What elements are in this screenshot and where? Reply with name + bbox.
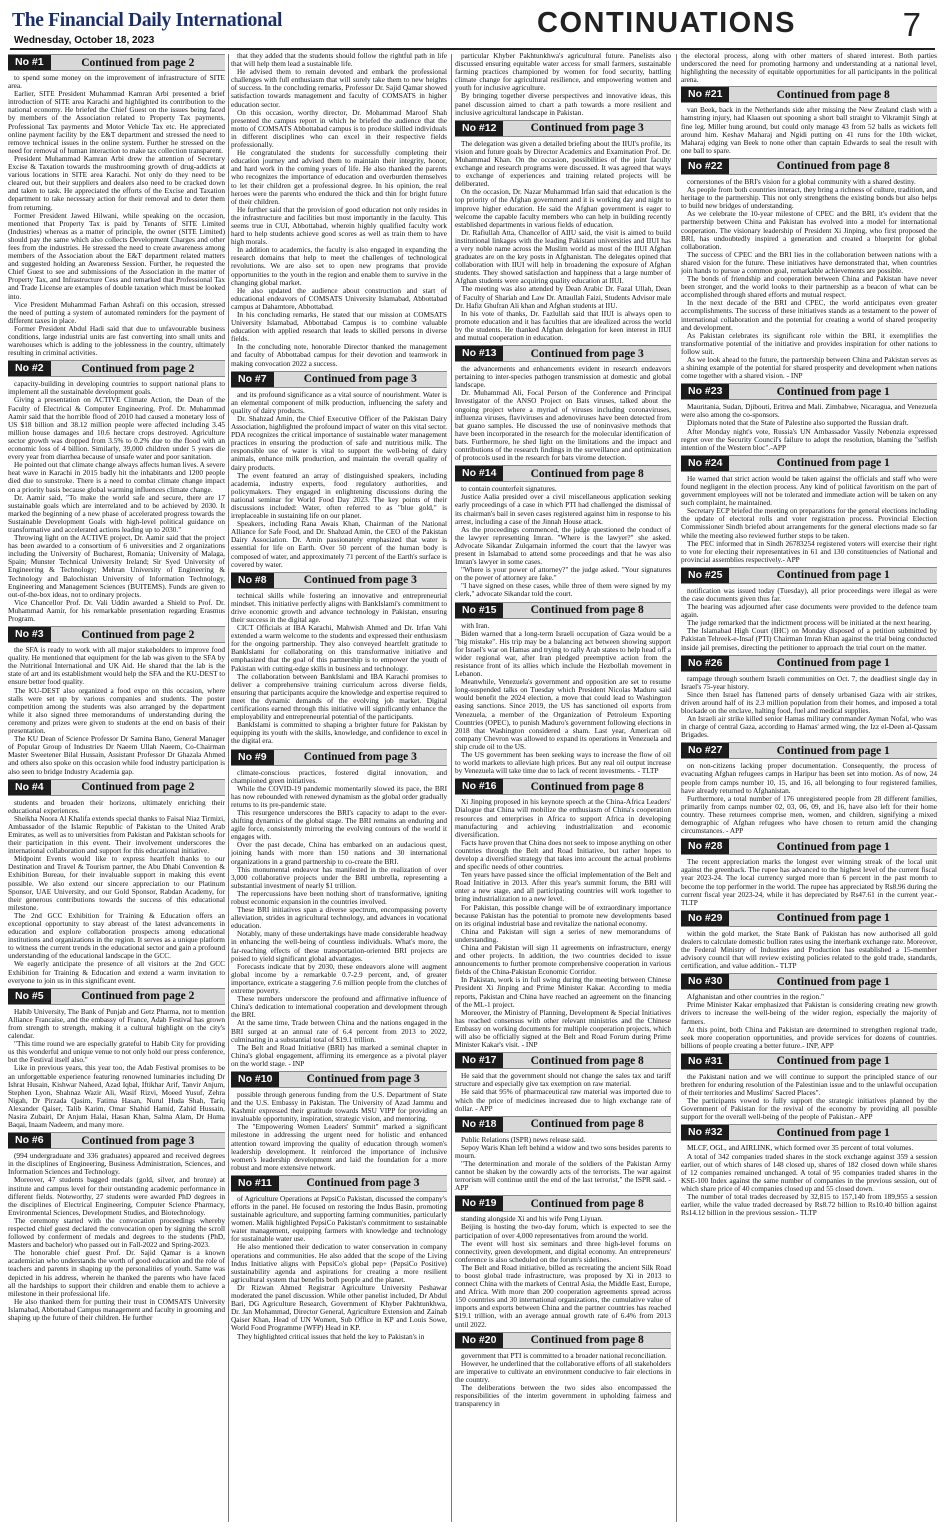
story-header (681, 910, 937, 927)
column-4 (681, 52, 937, 1524)
story-paragraph: He advised them to remain devoted and embark the professional challenges with full enthusiasm that will surely take them to new heights of success. In the concluding remarks, Professor Dr. Sajid Qamar showed satisfaction towards management and faculty of COMSATS in higher education sector. (231, 67, 447, 109)
story-paragraph: The 2nd GCC Exhibition for Training & Education offers an exceptional opportunity to stay abreast of the latest advancements in education and explore collaboration prospects among educational institutions and organizations in the region. It serves as a unique platform to witness the current trends in the educational sector and gain a profound understanding of the educational landscape in the GCC. (8, 910, 225, 961)
continued-from-label: Continued from page 8 (530, 780, 644, 793)
story-paragraph: President Muhammad Kamran Arbi drew the attention of Secretary Excise & Taxation towards the mushrooming growth of drug-addicts at various locations in SITE area Karachi. Not only do they need to be cleared out, but their suppliers and dealers also need to be cracked down and taken to task. He appreciated the efforts of the Excise and Taxation department to take necessary action for their removal and to deter them from returning. (8, 153, 225, 212)
column-divider (228, 54, 229, 1522)
story-block (231, 1071, 447, 1172)
story-header (681, 86, 937, 103)
story-paragraph: government that PTI is committed to a broader national reconciliation. (461, 1350, 667, 1360)
story-header (681, 1053, 937, 1070)
continued-from-label: Continued from page 8 (530, 467, 644, 480)
story-number-badge: No #1 (8, 55, 51, 70)
story-header (681, 973, 937, 990)
story-paragraph: He warned that strict action would be taken against the officials and staff who were found negligent in the election process. Any kind of political favoritism on the part of government employees will not be tolerated and immediate action will be taken on any such complaint, he maintained. (681, 473, 937, 508)
story-paragraph: The repercussions have been nothing short of transformative, igniting robust economic expansion in the countries involved. (231, 888, 447, 906)
story-paragraph: Habib University, The Bank of Punjab and Getz Pharma, not to mention Alliance Francaise, and the embassy of France, Adab Festival has grown from strength to strength, making it a cultural highlight on the city's calendar. (8, 1006, 225, 1041)
story-block (231, 572, 447, 746)
story-paragraph: possible through generous funding from the U.S. Department of State and the U.S. Embassy in Pakistan. The University of Azad Jammu and Kashmir expressed their gratitude towards MSU VIPP for providing an invaluable opportunity, inspiration, strategic vision, and mentoring. (231, 1089, 447, 1124)
story-number-badge: No #26 (681, 656, 729, 671)
masthead (10, 4, 935, 50)
story-block (455, 1195, 671, 1328)
story-paragraph: The US government has been seeking ways to increase the flow of oil to world markets to alleviate high prices. But any real oil output increase by Venezuela will take time due to lack of recent investments. - TLTP (455, 750, 671, 776)
story-number-badge: No #16 (455, 779, 503, 794)
story-paragraph: cornerstones of the BRI's vision for a global community with a shared destiny. (687, 176, 916, 186)
story-paragraph: technical skills while fostering an innovative and entrepreneurial mindset. This initiative perfectly aligns with BankIslami's commitment to drive economic growth and advance technology in Pakistan, ensuring their success in the digital age. (231, 590, 447, 624)
story-paragraph: the Pakistani nation and we will continue to support the principled stance of our brethren for enduring resolution of the Palestinian issue and to the unlawful occupation of their territories and Muslims' Sacred Places". (681, 1071, 937, 1098)
continued-from-label: Continued from page 8 (530, 604, 644, 617)
story-paragraph: He said that 95% of pharmaceutical raw material was imported due to which the price of medicines increased due to high exchange rate of dollar. - APP (455, 1087, 671, 1113)
story-paragraph: Prime Minister Kakar emphasized that Pakistan is considering creating new growth drivers to increase the well-being of the wider region, especially the majority of farmers. (681, 1000, 937, 1026)
story-paragraph: Vice President Muhammad Farhan Ashrafi on this occasion, stressed the need of putting a system of automated reminders for the payment of different taxes in place. (8, 299, 225, 325)
story-number-badge: No #5 (8, 989, 51, 1004)
story-paragraph: "I have signed on these cases, while three of them were signed by my clerk," advocate Sikandar told the court. (455, 581, 671, 599)
story-paragraph: Afghanistan and other countries in the region." (687, 992, 824, 1002)
continued-from-label: Continued from page 1 (776, 840, 890, 853)
story-paragraph: At this point, both China and Pakistan are determined to strengthen regional trade, seek more cooperation opportunities, and provide services for dozens of countries. billions of people creating a better future.- INP, APP (681, 1024, 937, 1050)
story-paragraph: China and Pakistan will sign 11 agreements on infrastructure, energy and other projects. In addition, the two countries decided to issue announcements to further promote comprehensive cooperation in various fields of the China-Pakistan Economic Corridor. (455, 943, 671, 977)
story-paragraph: Dr. Shahzad Amin, the Chief Executive Officer of the Pakistan Dairy Association, highlighted the profound impact of water on this vital sector. PDA recognizes the critical importance of sustainable water management practices in ensuring the production of safe and nutritious milk. The responsible use of water is vital to support the well-being of dairy animals, enhance milk production, and maintain the overall quality of dairy products. (231, 413, 447, 472)
story-paragraph: within the gold market, the State Bank of Pakistan has now authorised all gold dealers to calculate domestic bullion rates using the interbank exchange rate. Moreover, the Federal Ministry of Industries and Production has established a 15-member advisory council that will review existing policies related to the gold trade, standards, certification, and value addition.- TLTP (681, 928, 937, 971)
story-number-badge: No #2 (8, 361, 51, 376)
story-paragraph: The judge remarked that the indictment process will be initiated at the next hearing. (687, 618, 932, 628)
story-number-badge: No #18 (455, 1117, 503, 1132)
story-block (455, 465, 671, 598)
story-block (681, 567, 937, 652)
story-paragraph: Xi Jinping proposed in his keynote speech at the China-Africa Leaders' Dialogue that China will mobilize the enthusiasm of China's cooperation resources and enterprises in Africa to support Africa in developing manufacturing and achieving industrialization and economic diversification. (455, 797, 671, 839)
story-block (681, 455, 937, 564)
story-paragraph: standing alongside Xi and his wife Peng Liyuan. (461, 1214, 603, 1224)
story-header (231, 1175, 447, 1192)
story-block (455, 52, 671, 117)
story-header (681, 158, 937, 175)
continued-from-label: Continued from page 3 (303, 574, 417, 587)
story-header (681, 838, 937, 855)
story-header (681, 1124, 937, 1141)
story-block (231, 749, 447, 1068)
story-number-badge: No #25 (681, 568, 729, 583)
story-paragraph: The participants vowed to fully support the strategic initiatives planned by the Government of Pakistan for the revival of the economy by providing all possible support for the overall well-being of the people of Pakistan.- APP (681, 1096, 937, 1122)
story-block (8, 360, 225, 623)
continued-from-label: Continued from page 8 (530, 1054, 644, 1067)
story-block (455, 120, 671, 342)
story-block (455, 1332, 671, 1409)
story-number-badge: No #17 (455, 1053, 503, 1068)
story-paragraph: notification was issued today (Tuesday), all prior proceedings were illegal as were the case documents given thus far. (681, 585, 937, 603)
story-number-badge: No #24 (681, 456, 729, 471)
story-paragraph: China and Pakistan will sign a series of new memorandums of understanding. (455, 926, 671, 944)
story-paragraph: Biden warned that a long-term Israeli occupation of Gaza would be a "big mistake". His trip may be a balancing act between showing support for Israel's war on Hamas and trying to rally Arab states to help head off a wider regional war, after Iran pledged preemptive action from the resistance front of its allies which include the Hezbollah movement in Lebanon. (455, 628, 671, 679)
story-number-badge: No #9 (231, 750, 274, 765)
story-paragraph: The Islamabad High Court (IHC) on Monday disposed of a petition submitted by Pakistan Tehreek-e-Insaf (PTI) Chairman Imran Khan against the trial being conducted inside jail premises, directing the petitioner to approach the trial court on the matter. (681, 626, 937, 652)
story-header (231, 371, 447, 388)
story-header (455, 120, 671, 137)
story-paragraph: Ten years have passed since the official implementation of the Belt and Road Initiative in 2013. After this year's summit forum, the BRI will enter a new stage, and all participating countries will work together to bring industrialization to a new level. (455, 870, 671, 904)
story-block (681, 1124, 937, 1217)
story-paragraph: Justice Aalia presided over a civil miscellaneous application seeking early proceedings of a case in which PTI had challenged the dismissal of its chairman's bail in seven cases registered against him in response to his arrest, including a case of the Jinnah House attack. (455, 492, 671, 526)
story-paragraph: He pointed out that climate change always affects human lives. A severe heat wave in Karachi in 2015 badly hit the inhabitants and 1200 people died due to sunstroke. There is a need to combat climate change impact on a priority basis because global warming influences climate change. (8, 460, 225, 494)
story-header (8, 626, 225, 643)
story-paragraph: The Belt and Road Initiative (BRI) has marked a seminal chapter in China's global engagement, affirming its emergence as a pivotal player on the world stage. - INP (231, 1042, 447, 1068)
story-paragraph: In his vote of thanks, Dr. Fazlullah said that IIUI is always open to promote education and it has faculties that are idealized across the world by the students. He thanked Afghan delegation for keen interest in IIUI and mutual cooperation in education. (455, 308, 671, 342)
story-header (455, 1332, 671, 1349)
story-number-badge: No #23 (681, 384, 729, 399)
continued-from-label: Continued from page 1 (776, 569, 890, 582)
story-paragraph: He congratulated the students for successfully completing their education journey and advised them to maintain their integrity, honor, and hard work in the coming years of life. He also thanked the parents who recognizes the importance of education and overburden themselves to let their children get a professional degree. In his opinion, the real heroes were the parents who endured the thick and thin for bright future of their children. (231, 148, 447, 206)
story-header (8, 988, 225, 1005)
story-block (681, 383, 937, 452)
continued-from-label: Continued from page 3 (81, 1134, 195, 1147)
story-block (681, 910, 937, 970)
story-paragraph: We eagerly anticipate the presence of all visitors at the 2nd GCC Exhibition for Training & Education and extend a warm invitation to everyone to join us in this significant event. (8, 959, 225, 985)
continued-from-label: Continued from page 2 (81, 781, 195, 794)
story-paragraph: Moreover, the Ministry of Planning, Development & Special Initiatives has reached consensus with other relevant ministries and the Chinese Embassy on working documents for multiple cooperation projects, which will also be officially signed at the Belt and Road Forum during Prime Minister Kakar's visit. - INP (455, 1007, 671, 1050)
continued-from-label: Continued from page 3 (303, 373, 417, 386)
story-block (455, 1116, 671, 1193)
story-paragraph: CICT Officials at IBA Karachi, Mahwish Ahmed and Dr. Irfan Vahi extended a warm welcome to the students and expressed their enthusiasm for the ongoing partnership. They also conveyed heartfelt gratitude to BankIslami for collaborating on this transformative initiative and emphasized that the goal of this partnership is to empower the youth of Pakistan with cutting-edge skills in business and technology. (231, 623, 447, 673)
story-header (681, 655, 937, 672)
continued-from-label: Continued from page 8 (776, 160, 890, 173)
column-3 (455, 52, 671, 1524)
story-number-badge: No #19 (455, 1196, 503, 1211)
story-paragraph: The delegation was given a detailed briefing about the IIUI's profile, its vision and future goals by Director Academics and Examination Prof. Dr. Muhammad Khan. On the occasion, possibilities of the joint faculty exchange and research programs were discussed. It was agreed that ways to exchange of experiences and training related projects will be deliberated. (455, 138, 671, 189)
continued-from-label: Continued from page 1 (776, 657, 890, 670)
continued-from-label: Continued from page 2 (81, 56, 195, 69)
story-header (8, 779, 225, 796)
story-header (681, 455, 937, 472)
story-paragraph: Since then Israel has flattened parts of densely urbanised Gaza with air strikes, driven around half of its 2.3 million population from their homes, and imposed a total blockade on the enclave, halting food, fuel and medical supplies. (681, 689, 937, 715)
story-paragraph: As we celebrate the 10-year milestone of CPEC and the BRI, it's evident that the partnership between China and Pakistan has evolved into a model for international cooperation. The visionary leadership of President Xi Jinping, who first proposed the BRI, has undoubtedly inspired a generation and created a blueprint for global collaboration. (681, 209, 937, 251)
story-paragraph: On the occasion, Dr. Nazar Muhammad Irfan said that education is the top priority of the Afghan government and it is working day and night to improve higher education. He said the Afghan government is eager to welcome the capable faculty members who can help in building recently established departments in various fields of education. (455, 187, 671, 229)
story-header (455, 465, 671, 482)
story-paragraph: In the concluding note, honorable Director thanked the management and faculty of Abbottabad campus for their devotion and teamwork in making convocation 2022 a success. (231, 342, 447, 368)
story-paragraph: The recent appreciation marks the longest ever winning streak of the local unit against the greenback. The rupee has advanced to the highest level of the current fiscal year 2023-24. The local currency surged more than 6 percent in the past month to become the top performer in the world. The rupee has appreciated by Rs8.96 during the current fiscal year 2023-24, while it has depreciated by Rs47.61 in the current year.- TLTP (681, 857, 937, 907)
story-block (681, 973, 937, 1050)
story-block (681, 838, 937, 907)
story-number-badge: No #14 (455, 466, 503, 481)
column-2 (231, 52, 447, 1524)
story-paragraph: The Belt and Road initiative, billed as recreating the ancient Silk Road to boost global trade infrastructure, was proposed by Xi in 2013 to connect China with the markets of Central Asia, the Middle East, Europe, and Africa. With more than 200 cooperation agreements spread across 150 countries and 30 international organizations, the cumulative value of imports and exports between China and the partner countries has reached $19.1 trillion, with an average annual growth rate of 6.4% from 2013 until 2022. (455, 1262, 671, 1329)
story-paragraph: As the proceedings commenced, the judge questioned the conduct of the lawyer representing Imran. "Where is the lawyer?" she asked. Advocate Sikandar Zulqarnain informed the court that the lawyer was present in Islamabad to attend some proceedings and that he was also Imran's lawyer in some cases. (455, 524, 671, 567)
story-header (681, 567, 937, 584)
story-header (681, 383, 937, 400)
story-paragraph: They highlighted critical issues that held the key to Pakistan's in (237, 1331, 425, 1341)
story-header (455, 778, 671, 795)
story-paragraph: Sheikha Noora Al Khalifa extends special thanks to Faisal Niaz Tirmizi, Ambassador of the Islamic Republic of Pakistan to the United Arab Emirates, as well as to universities from Pakistan and Pakistan schools for their participation in this event. Their involvement underscores the international collaboration and support for this educational initiative. (8, 813, 225, 856)
story-paragraph: Over the past decade, China has embarked on an audacious quest, joining hands with more than 150 nations and 30 international organizations in a grand partnership to co-create the BRI. (231, 840, 447, 866)
story-paragraph: He also thanked them for putting their trust in COMSATS University Islamabad, Abbottabad Campus management and faculty in grooming and shaping up the future of their children. He further (8, 1296, 225, 1323)
continued-from-label: Continued from page 1 (776, 975, 890, 988)
story-block (231, 371, 447, 569)
story-paragraph: By bringing together diverse perspectives and innovative ideas, this panel discussion aimed to chart a path towards a more resilient and inclusive agricultural landscape in Pakistan. (455, 91, 671, 117)
story-paragraph: to contain counterfeit signatures. (461, 484, 557, 494)
story-paragraph: He also mentioned their dedication to water conservation in company operations and communities. He also added that the scope of the Living Indus Initiative aligns with PepsiCo's global pep+ (PepsiCo Positive) sustainability agenda and aspirations for creating a more resilient agricultural system that benefits both people and the planet. (231, 1242, 447, 1284)
story-header (8, 1132, 225, 1149)
story-number-badge: No #20 (455, 1333, 503, 1348)
column-divider (676, 54, 677, 1522)
story-paragraph: In his concluding remarks, He stated that our mission at COMSATS University Islamabad, Abbottabad Campus is to combine valuable education with applied research that leads to skilled persons in diverse fields. (231, 310, 447, 344)
story-paragraph: Meanwhile, Venezuela's government and opposition are set to resume long-suspended talks on Tuesday which President Nicolas Maduro said would benefit the 2024 election, a move that could lead to Washington easing sanctions. Since 2019, the US has sanctioned oil exports from Venezuela, a member of the Organization of Petroleum Exporting Countries (OPEC), to punish Maduro's government following elections in 2018 that Washington considered a sham. Last year, American oil company Chevron was allowed to expand its operations in Venezuela and ship crude oil to the US. (455, 677, 671, 751)
story-number-badge: No #13 (455, 346, 503, 361)
story-paragraph: Giving a presentation on ACTIVE Climate Action, the Dean of the Faculty of Electrical & Computer Engineering, Prof. Dr. Muhammad Aamir said that the horrible flood of 2010 had caused a monetary loss of US $18 billion and 38.12 million people were affected including 3.45 million house damages and 10.6 hectare crops destroyed. Agriculture sector growth was dropped from 3.5% to 0.2% due to the flood with an economic loss of 4 billion. Similarly, 39,000 children under 5 years die every year from diarrhea because of unsafe water and poor sanitation. (8, 395, 225, 462)
story-number-badge: No #32 (681, 1125, 729, 1140)
continued-from-label: Continued from page 3 (303, 751, 417, 763)
story-paragraph: particular Khyber Pakhtunkhwa's agricultural future. Panelists also discussed ensuring equitable water access for small farmers, sustainable farming practices championed by women for food security, battling climate change for agricultural resilience, and empowering women and youth for inclusive agriculture. (455, 52, 671, 93)
story-number-badge: No #15 (455, 603, 503, 618)
story-block (455, 345, 671, 462)
story-number-badge: No #21 (681, 87, 729, 102)
column-divider (451, 54, 452, 1522)
story-header (455, 1052, 671, 1069)
story-header (455, 602, 671, 619)
story-block (455, 1052, 671, 1112)
story-paragraph: The number of total trades decreased by 32,815 to 157,140 from 189,955 a session earlier, while the value traded decreased by Rs8.72 billion to Rs10.40 billion against Rs14.12 billion in the previous session.- TLTP (681, 1192, 937, 1218)
story-paragraph: Sepoy Waris Khan left behind a widow and two sons besides parents to mourn. (455, 1142, 671, 1160)
story-paragraph: He further said that the provision of good education not only resides in the infrastructure and facilities but most importantly in the faculty. This seems true in CUI, Abbottabad, wherein highly qualified faculty work hard to help students achieve good scores as well as train them to have high morals. (231, 204, 447, 247)
story-number-badge: No #29 (681, 911, 729, 926)
story-paragraph: Former President Abdul Hadi said that due to unfavourable business conditions, large industrial units are fast converting into small units and warehouses which is adding to the joblessness in the country, ultimately resulting in criminal activities. (8, 323, 225, 358)
continued-from-label: Continued from page 1 (776, 457, 890, 470)
story-header (455, 1195, 671, 1212)
story-paragraph: Furthermore, a total number of 176 unregistered people from 28 different families, primarily from camps number 02, 03, 06, 09, and 16, have also left for their home country. These returnees comprise men, women, and children, signifying a mixed demographic of Afghan refugees who have chosen to return amid the changing circumstances. - APP (681, 793, 937, 836)
continued-from-label: Continued from page 2 (81, 628, 195, 641)
story-header (455, 345, 671, 362)
story-paragraph: Facts have proven that China does not seek to impose anything on other countries through the Belt and Road Initiative, but rather hopes to develop a diversified strategy that takes into account the actual problems and specific needs of other countries. (455, 837, 671, 872)
story-paragraph: van Beek, back in the Netherlands side after missing the New Zealand clash with a hamstring injury, had Klaasen out spooning a short ball straight to Vikramjit Singh at fine leg. Miller hung around, but could only manage 43 from 52 balls as wickets fell around him. Keshav Maharaj and Ngidi putting on 41 runs for the 10th wicket, Maharaj edging van Beek to none other than captain Edwards to seal the result with one ball to spare. (681, 105, 937, 155)
story-paragraph: The bonds of friendship and cooperation between China and Pakistan have never been stronger, and the world looks to their partnership as a beacon of what can be accomplished through shared efforts and mutual respect. (681, 274, 937, 300)
story-paragraph: While the COVID-19 pandemic momentarily slowed its pace, the BRI has now rebounded with renewed dynamism as the global order gradually returns to its pre-pandemic state. (231, 783, 447, 809)
story-number-badge: No #3 (8, 627, 51, 642)
story-paragraph: The collaboration between BankIslami and IBA Karachi promises to deliver a comprehensive training curriculum across diverse fields, ensuring that participants acquire the knowledge and expertise required to meet the dynamic demands of the evolving job market. Digital certifications earned through this initiative will significantly enhance the employability and entrepreneurial potential of the participants. (231, 671, 447, 722)
continued-from-label: Continued from page 8 (530, 1118, 644, 1131)
story-paragraph: Dr. Muhammad Ali, Focal Person of the Conference and Principal Investigator of the ANSO Project on Bats viruses, talked about the ongoing project where a myriad of viruses including coronaviruses, influenza viruses, flaviviruses and adenoviruses have been detected from bat guano samples. He discussed the use of noninvasive methods that have been incorporated in the research for the molecular identification of bats. Furthermore, he shed light on the limitations and the impact and contributions of the research findings in the surveillance and optimization of protocols used in the research for bats virome detection. (455, 388, 671, 463)
story-paragraph: The event will host six seminars and three high-level forums on connectivity, green development, and digital economy. An entrepreneurs' conference is also scheduled on the forum's sidelines. (455, 1238, 671, 1264)
story-paragraph: The deliberations between the two sides also encompassed the responsibilities of the interim government in upholding fairness and transparency in (455, 1383, 671, 1409)
story-paragraph: (994 undergraduate and 336 graduates) appeared and received degrees in the disciplines of Engineering, Business Administration, Sciences, and Information Sciences and Technology. (8, 1151, 225, 1177)
story-paragraph: The ceremony started with the convocation proceedings whereby respected chief guest declared the convocation open by signing the scroll followed by conferment of medals and degrees to the students (PhD, Masters and bachelor) who passed out in Fall-2022 and Spring-2023. (8, 1215, 225, 1250)
story-block (8, 779, 225, 985)
story-paragraph: This resurgence underscores the BRI's capacity to adapt to the ever-shifting dynamics of the global stage. The BRI remains an enduring and agile force, consistently mirroring the evolving contours of the world it engages with. (231, 807, 447, 842)
story-paragraph: The event featured an array of distinguished speakers, including academia, industry experts, food regulatory authorities, and policymakers. They engaged in enlightening discussions during the national seminar for World Food Day 2023. The key points of their discussions included: Water, often referred to as "blue gold," is irreplaceable in sustaining life on our planet. (231, 470, 447, 521)
story-paragraph: The KU-DEST also organized a food expo on this occasion, where stalls were set up by various companies and students. The poster competition among the students was also arranged by the department while it also signed three memorandums of understanding during the ceremony and prizes were given to students at the end on basis of their presentation. (8, 685, 225, 736)
story-paragraph: on non-citizens lacking proper documentation. Consequently, the process of evacuating Afghan refugees camps in Haripur has been set into motion. As of now, 24 people from camps number 10, 15, and 16, all belonging to four registered families, have already returned to Afghanistan. (681, 761, 937, 795)
story-paragraph: with Iran. (461, 620, 490, 630)
story-paragraph: As we look ahead to the future, the partnership between China and Pakistan serves as a shining example of the potential for shared prosperity and development when nations come together with a shared vision. - INP (681, 355, 937, 381)
continued-from-label: Continued from page 3 (530, 122, 644, 135)
story-paragraph: The "Empowering Women Leaders' Summit" marked a significant milestone in addressing the urgent need for holistic and enhanced attention toward improving the quality of education through women's leadership development. It reinforced the importance of inclusive women's leadership development and laid the foundation for a more robust and more extensive network. (231, 1122, 447, 1172)
story-paragraph: As Pakistan celebrates its significant role within the BRI, it exemplifies the transformative potential of the initiative and provides inspiration for other nations to follow suit. (681, 330, 937, 356)
story-paragraph: A total of 342 companies traded shares in the stock exchange against 359 a session earlier, out of which shares of 148 closed up, shares of 182 closed down while shares of 12 companies remained unchanged. A total of 95 companies traded shares in the KSE-100 Index against the same number of companies in the previous session, out of which share price of 40 companies closed up and 55 closed down. (681, 1151, 937, 1193)
story-block (8, 988, 225, 1129)
story-paragraph: On this occasion, worthy director, Dr. Mohammad Maroof Shah presented the campus report in which he briefed the audience that the motto of COMSATS Abbottabad campus is to produce skilled individuals in different disciplines who can excel in their respective fields professionally. (231, 107, 447, 150)
section-title: CONTINUATIONS (537, 7, 797, 39)
story-paragraph: MLCF, OGL, and AIRLINK, which formed over 35 percent of total volumes. (687, 1143, 914, 1153)
story-paragraph: Secretary ECP briefed the meeting on preparations for the general elections including the update of electoral rolls and voter registration process. Provincial Election Commissioner Sindh briefed about arrangements for the general elections made so far while the meeting also reviewed further steps to be taken. (681, 506, 937, 540)
story-number-badge: No #28 (681, 839, 729, 854)
issue-date: Wednesday, October 18, 2023 (14, 35, 155, 46)
story-paragraph: The honorable chief guest Prof. Dr. Sajid Qamar is a known academician who understands the worth of good education and the role of teachers and parents in shaping up the personalities of youth. Same was depicted in his address, wherein he thanked the parents who have faced all the hardships to support their children and enable them to achieve a milestone in their professional life. (8, 1248, 225, 1298)
story-paragraph: BankIslami is committed to shaping a brighter future for Pakistan by equipping its youth with the skills, knowledge, and confidence to excel in the digital era. (231, 720, 447, 746)
story-number-badge: No #22 (681, 159, 729, 174)
continued-from-label: Continued from page 3 (306, 1177, 420, 1190)
story-block (8, 54, 225, 357)
continued-from-label: Continued from page 8 (530, 1197, 644, 1210)
newspaper-name: The Financial Daily International (12, 10, 283, 31)
story-block (455, 778, 671, 1049)
story-paragraph: Dr. Aamir said, "To make the world safe and secure, there are 17 sustainable goals which are interrelated and to be achieved by 2030. It marked the beginning of a new phase of accelerated progress towards the Sustainable Development Goals with high-level political guidance on transformative and accelerated actions leading up to 2030." (8, 492, 225, 534)
continued-from-label: Continued from page 1 (776, 744, 890, 757)
story-paragraph: The success of CPEC and the BRI lies in the collaboration between nations with a shared vision for the future. These initiatives have demonstrated that, when countries join hands to pursue a common goal, remarkable achievements are possible. (681, 249, 937, 275)
story-number-badge: No #8 (231, 573, 274, 588)
story-paragraph: In addition to academics, the faculty is also engaged in expanding the research domains that help to meet the challenges of technological revolutions. We are also set to open new programs that provide opportunities to the youth in the region and enable them to survive in the changing global market. (231, 245, 447, 287)
story-paragraph: However, he underlined that the collaborative efforts of all stakeholders are imperative to cultivate an environment conducive to fair elections in the country. (455, 1358, 671, 1384)
story-paragraph: Midpoint Events would like to express heartfelt thanks to our Destination and Travel & Tourism partner, the Abu Dhabi Convention & Exhibition Bureau, for their invaluable support in making this event possible. We also extend our sincere appreciation to our Platinum Sponsor, UAE University, and our Gold Sponsor, Rabdan Academy, for their generous contributions towards the success of this educational milestone. (8, 854, 225, 912)
story-block (8, 626, 225, 776)
story-paragraph: "Where is your power of attorney?" the judge asked. "Your signatures on the power of attorney are fake." (455, 565, 671, 583)
story-number-badge: No #6 (8, 1133, 51, 1148)
story-number-badge: No #7 (231, 372, 274, 387)
story-header (231, 572, 447, 589)
story-paragraph: In the next decade of the BRI and CPEC, the world anticipates even greater accomplishments. The success of these initiatives stands as a testament to the power of international collaboration and the potential for creating a world of shared prosperity and development. (681, 298, 937, 332)
continued-from-label: Continued from page 2 (81, 990, 195, 1003)
story-number-badge: No #11 (231, 1176, 279, 1191)
story-header (231, 1071, 447, 1088)
story-block (681, 655, 937, 740)
story-number-badge: No #30 (681, 974, 729, 989)
continued-from-label: Continued from page 1 (776, 1055, 890, 1068)
story-block (455, 602, 671, 776)
story-block (681, 1053, 937, 1122)
continued-from-label: Continued from page 1 (776, 912, 890, 925)
story-paragraph: that they added that the students should follow the rightful path in life that will help them lead a sustainable life. (231, 52, 447, 69)
story-header (231, 749, 447, 766)
story-header (8, 360, 225, 377)
page-number: 7 (902, 6, 921, 43)
story-paragraph: In Pakistan, work is in full swing during the meeting between Chinese President Xi Jinping and Prime Minister Kakar. According to media reports, Pakistan and China have reached an agreement on the financing of the ML-1 project. (455, 975, 671, 1009)
story-paragraph: the SFA is ready to work with all major stakeholders to improve food quality. He mentioned that equipment for the lab was given to the SFA by the Nutritional International and UK Aid. He shared that the lab is the state of art and its establishment would help the SFA and the KU-DEST to ensure better food quality. (8, 645, 225, 687)
story-paragraph: capacity-building in developing countries to support national plans to implement all the sustainable development goals. (8, 379, 225, 397)
story-paragraph: Throwing light on the ACTIVE project, Dr. Aamir said that the project has been awarded to a consortium of 6 universities and 2 organizations including the University of Bucharest, Romania; University of Malaga, Spain; Munster Technical University Ireland; Sir Syed University of Engineering & Technology; Mehran University of Engineering & Technology and Balochistan University of Information Technology, Engineering and Management Sciences (BUITEMS). Funds are given to out-of-the-box ideas, not to ordinary projects. (8, 533, 225, 599)
story-paragraph: This monumental endeavor has manifested in the realization of over 3,000 collaborative projects under the BRI umbrella, representing a substantial investment of nearly $1 trillion. (231, 864, 447, 890)
story-paragraph: Like in previous years, this year too, the Adab Festival promises to be an unforgettable experience featuring renowned luminaries including Dr Ishrat Husain, Kishwar Naheed, Azad Iqbal, Iftikhar Arif, Tanvir Anjum, Stephen Lyon, Shahnaz Wazir Ali, Wasif Rizvi, Moeed Yusuf, Zehra Nigah, Dr Pirzada Qasim, Fatima Hasan, Nurul Huda Shah, Tariq Alexander Qaiser, Talib Karim, Omar Shahid Hamid, Zahid Hussain, Nasira Zubairi, Dr Anjum Halai, Hasan Khan, Salma Alam, Dr Huma Baqai, Inaam Nadeem, and many more. (8, 1063, 225, 1130)
story-paragraph: "This time round we are especially grateful to Habib City for providing us this wonderful and unique venue to not only hold our press conference, but the Festival itself also." (8, 1039, 225, 1065)
story-paragraph: These BRI initiatives span a diverse spectrum, encompassing poverty alleviation, strides in agricultural technology, and advances in vocational education. (231, 905, 447, 931)
story-paragraph: "The determination and morale of the soldiers of the Pakistan Army cannot be shaken by the cowardly acts of the terrorists. The war against terrorism will continue until the end of the last terrorist," the ISPR said. - APP (455, 1158, 671, 1193)
story-number-badge: No #4 (8, 780, 51, 795)
story-header (455, 1116, 671, 1133)
continued-from-label: Continued from page 1 (776, 385, 890, 398)
story-paragraph: of Agriculture Operations at PepsiCo Pakistan, discussed the company's efforts in the panel. He focused on restoring the Indus Basin, promoting sustainable agriculture, and supporting farming communities, particularly women. Malik highlighted PepsiCo Pakistan's commitment to sustainable water management, equipping farmers with knowledge and technology for sustainable water use. (231, 1193, 447, 1244)
story-paragraph: Forecasts indicate that by 2030, these endeavors alone will augment global income by a remarkable 0.7-2.9 percent, and, of greater importance, extricate a staggering 7.6 million people from the clutches of extreme poverty. (231, 961, 447, 996)
story-paragraph: Dr. Rafiullah Atta, Chancellor of AIIU said, the visit is aimed to build institutional linkages with the leading Pakistani universities and IIUI has a very noble name across the Muslim world as most of the IIUI Afghan graduates are on the key posts in Afghanistan. The delegates opined that collaboration with IIUI will help in broadening the exposure of Afghan students. They showed satisfaction and happiness that a large number of Afghan students were acquiring quality education at IIUI. (455, 227, 671, 286)
story-number-badge: No #31 (681, 1054, 729, 1069)
story-paragraph: An Israeli air strike killed senior Hamas military commander Ayman Nofal, who was in charge of central Gaza, according to Hamas' armed wing, the Izz el-Deen al-Qassam Brigades. (681, 714, 937, 740)
story-paragraph: Mauritania, Sudan, Djibouti, Eritrea and Mali. Zimbabwe, Nicaragua, and Venezuela were also among the co-sponsors. (681, 402, 937, 420)
continued-from-label: Continued from page 8 (530, 1334, 644, 1347)
story-paragraph: and its profound significance as a vital source of nourishment. Water is an elemental component of milk production, influencing the safety and quality of dairy products. (231, 389, 447, 415)
continued-from-label: Continued from page 1 (776, 1126, 890, 1139)
story-block (231, 52, 447, 368)
story-paragraph: to spend some money on the improvement of infrastructure of SITE area. (8, 73, 225, 91)
story-number-badge: No #27 (681, 743, 729, 758)
continued-from-label: Continued from page 3 (530, 347, 644, 360)
story-paragraph: Speakers, including Rana Awais Khan, Chairman of the National Alliance for Safe Food, and Dr. Shahzad Amin, the CEO of the Pakistan Dairy Association. Dr. Amin passionately emphasized that water is essential for life on Earth. Over 50 percent of the human body is composed of water, and approximately 71 percent of the Earth's surface is covered by water. (231, 519, 447, 569)
continued-from-label: Continued from page 8 (776, 88, 890, 101)
story-paragraph: These numbers underscore the profound and affirmative influence of China's dedication to international cooperation and development through the BRI. (231, 994, 447, 1020)
story-paragraph: rampage through southern Israeli communities on Oct. 7, the deadliest single day in Israel's 75-year history. (681, 673, 937, 691)
story-paragraph: As people from both countries interact, they bring a richness of culture, tradition, and heritage to the partnership. This not only strengthens the existing bonds but also helps to build new bridges of understanding. (681, 185, 937, 211)
story-paragraph: The PEC informed that in Sindh 26783254 registered voters will exercise their right to vote for electing their representatives in 61 and 130 constituencies of National and provincial assemblies respectively.- APP (681, 538, 937, 564)
story-block (8, 1132, 225, 1322)
story-paragraph: students and broaden their horizons, ultimately enriching their educational experiences. (8, 797, 225, 815)
story-block (681, 742, 937, 835)
story-paragraph: Moreover, 47 students bagged medals (gold, silver, and bronze) at institute and campus level for their outstanding academic performance in different fields. Noteworthy, 27 students were awarded PhD degrees in the disciplines of Electrical Engineering, Computer Science Pharmacy, Environmental Sciences, Development Studies, and Biotechnology. (8, 1175, 225, 1217)
story-header (8, 54, 225, 71)
story-paragraph: After Monday night's vote, Russia's UN Ambassador Vassily Nebenzia expressed regret over the Security Council's failure to adopt the resolution, blaming the "selfish intention of the Western bloc".-APP (681, 426, 937, 452)
story-paragraph: The meeting was also attended by Dean Arabic Dr. Fazal Ullah, Dean of Faculty of Shariah and Law Dr. Attaullah Faizi, Students Advisor male Dr. Hafiz Ghufran Ali khan and Afghan students at IIU. (455, 284, 671, 310)
story-paragraph: The KU Dean of Science Professor Dr Samina Bano, General Manager of Popular Group of Industries Dr Naeem Ullah Naeem, Co-Chairman Master Sweetener Bilal Hussain, Assistant Professor Dr Ghazala Ahmed and others also spoke on this occasion while food industry participation is also seen to bridge Industry Academia gap. (8, 734, 225, 776)
story-paragraph: Former President Jawed Hilwani, while speaking on the occasion, mentioned that Property Tax is paid by Tenants of SITE Limited (Industries) whereas as a matter of principle, the owner (SITE Limited) should pay the same which also collects Development Charges and other fees from the industries. He stressed the need to create awareness among members of the Association about the E&T department related matters and suggested holding an Awareness Session. Further, he requested the Chief Guest to see and submissions of the Association in the matter of Property Tax, and Infrastructure Cess and remarked that Professional Tax and Trade License are examples of double taxation which must be looked into. (8, 210, 225, 301)
story-block (231, 1175, 447, 1341)
story-paragraph: Beijing is hosting the two-day forum, which is expected to see the participation of over 4,000 representatives from around the world. (455, 1222, 671, 1240)
story-paragraph: Notably, many of these undertakings have made considerable headway in enhancing the well-being of countless individuals. What's more, the far-reaching effects of these transportation-oriented BRI projects are poised to yield significant global advantages. (231, 929, 447, 963)
story-paragraph: The hearing was adjourned after case documents were provided to the defence team again. (681, 602, 937, 620)
story-number-badge: No #12 (455, 121, 503, 136)
story-paragraph: Vice Chancellor Prof. Dr. Vali Uddin awarded a Shield to Prof. Dr. Muhammad Aamir, for his remarkable presentation regarding Erasmus Program. (8, 597, 225, 623)
story-block (681, 86, 937, 155)
story-block (681, 158, 937, 380)
story-paragraph: For Pakistan, this possible change will be of extraordinary importance because Pakistan has the potential to promote new developments based on its original industrial base and revitalize the national economy. (455, 902, 671, 928)
carryover-text: the electoral process, along with other matters of shared interest. Both parties underscored the need for promoting harmony and understanding at a national level, highlighting the necessity of equitable opportunities for all participants in the political arena. (681, 52, 937, 85)
story-header (681, 742, 937, 759)
story-paragraph: Earlier, SITE President Muhammad Kamran Arbi presented a brief introduction of SITE area Karachi and highlighted its contribution to the national economy. He briefed the Chief Guest on the issues being faced by members of the Association related to Property Tax payments, Professional Tax payments and Motor Vehicle Tax etc. He appreciated online payment facility by the E&T department and stressed the need to remove technical issues in the online system. Further he stressed on the need for removal of human interaction to make tax collection transparent. (8, 89, 225, 155)
story-paragraph: He said that the government should not change the sales tax and tariff structure and especially give tax exemption on raw material. (455, 1071, 671, 1089)
continued-from-label: Continued from page 3 (306, 1073, 420, 1086)
story-paragraph: He also updated the audience about construction and start of educational endeavors of COMSATS University Islamabad, Abbottabad campus at Dahamtore, Abbottabad. (231, 285, 447, 311)
story-paragraph: Dr Rizwan Ahmed Registrar Agriculture University Peshawar moderated the panel discussion. While other panelist included, Dr Abdul Bari, DG Agriculture Research, Government of Khyber Pakhtunkhwa, Dr. Jan Mohammad, Director General, Agriculture Extension and Zainab Qaiser Khan, Head of UN Women, Sub Office in KP and Louis Sowe, World Food Programme (WFP) Head in KP. (231, 1282, 447, 1333)
story-paragraph: climate-conscious practices, fostered digital innovation, and championed green initiatives. (231, 767, 447, 785)
story-paragraph: Diplomats noted that the State of Palestine also supported the Russian draft. (687, 418, 909, 428)
story-paragraph: At the same time, Trade between China and the nations engaged in the BRI surged at an annual rate of 6.4 percent from 2013 to 2022, culminating in a substantial total of $19.1 trillion. (231, 1018, 447, 1044)
story-paragraph: the advancements and enhancements evident in research endeavors pertaining to inter-species pathogen transmission at domestic and global landscape. (455, 364, 671, 390)
story-number-badge: No #10 (231, 1072, 279, 1087)
story-paragraph: Public Relations (ISPR) news release said. (461, 1134, 586, 1144)
column-1 (8, 52, 225, 1524)
continued-from-label: Continued from page 2 (81, 362, 195, 375)
